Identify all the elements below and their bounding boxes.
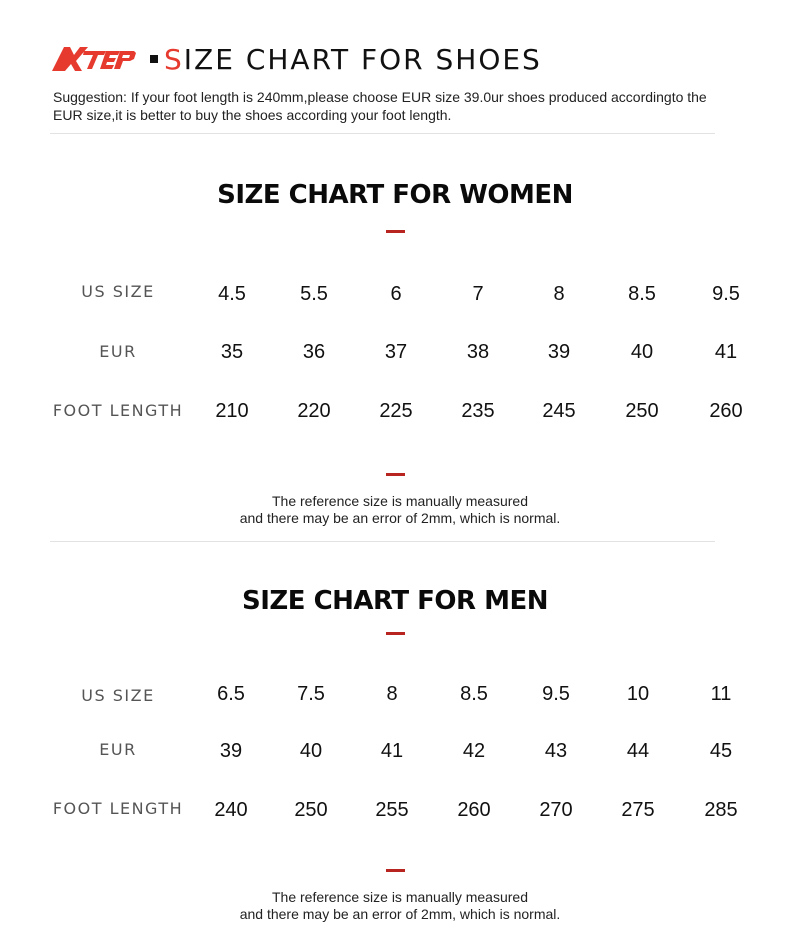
- men-eur-label: EUR: [99, 740, 137, 759]
- men-us-size-label: US SIZE: [81, 686, 155, 705]
- women-foot-cell: 210: [215, 400, 249, 422]
- women-us-cell: 6: [390, 283, 402, 305]
- women-note: [0, 493, 790, 527]
- page-title-rest: IZE CHART FOR SHOES: [183, 42, 542, 76]
- women-note-line2: and there may be an error of 2mm, which is normal.: [239, 510, 561, 526]
- men-eur-cell: 45: [709, 740, 733, 762]
- women-foot-cell: 245: [542, 400, 576, 422]
- women-foot-length-label: FOOT LENGTH: [52, 401, 184, 420]
- women-eur-cell: 40: [630, 341, 654, 363]
- men-note-line1: The reference size is manually measured: [271, 889, 528, 905]
- women-eur-cell: 35: [220, 341, 244, 363]
- page-title-first-letter: S: [164, 42, 184, 76]
- divider-middle: [50, 541, 715, 542]
- men-foot-length-label: FOOT LENGTH: [52, 799, 184, 818]
- men-section-title: SIZE CHART FOR MEN: [242, 586, 548, 616]
- men-title-underline: [386, 632, 405, 635]
- page-header: [50, 40, 542, 78]
- men-us-cell: 11: [710, 683, 732, 705]
- women-us-cell: 7: [472, 283, 484, 305]
- women-foot-cell: 225: [379, 400, 413, 422]
- men-us-cell: 10: [626, 683, 650, 705]
- women-eur-cell: 36: [302, 341, 326, 363]
- men-eur-cell: 43: [544, 740, 568, 762]
- page-title: [164, 43, 542, 76]
- women-section-title: SIZE CHART FOR WOMEN: [217, 180, 573, 210]
- women-eur-cell: 38: [466, 341, 490, 363]
- women-foot-cell: 250: [625, 400, 659, 422]
- women-eur-cell: 39: [547, 341, 571, 363]
- women-us-cell: 8: [553, 283, 565, 305]
- men-foot-cell: 250: [294, 799, 328, 821]
- women-us-size-label: US SIZE: [81, 282, 155, 301]
- women-us-cell: 9.5: [712, 283, 740, 305]
- bullet-dot: [150, 55, 158, 63]
- men-eur-cell: 41: [380, 740, 404, 762]
- women-eur-cell: 41: [714, 341, 738, 363]
- men-note-divider: [386, 869, 405, 872]
- xtep-logo: [50, 41, 140, 77]
- men-foot-cell: 255: [375, 799, 409, 821]
- men-foot-cell: 275: [621, 799, 655, 821]
- women-eur-cell: 37: [384, 341, 408, 363]
- divider-top: [50, 133, 715, 134]
- men-eur-cell: 39: [219, 740, 243, 762]
- women-us-cell: 5.5: [300, 283, 328, 305]
- men-note: [0, 889, 790, 923]
- women-eur-label: EUR: [99, 342, 137, 361]
- men-us-cell: 7.5: [297, 683, 325, 705]
- women-us-cell: 8.5: [628, 283, 656, 305]
- men-eur-cell: 44: [626, 740, 650, 762]
- women-note-line1: The reference size is manually measured: [271, 493, 528, 509]
- women-note-divider: [386, 473, 405, 476]
- women-foot-cell: 235: [461, 400, 495, 422]
- women-foot-cell: 260: [709, 400, 743, 422]
- women-us-cell: 4.5: [218, 283, 246, 305]
- men-eur-cell: 42: [462, 740, 486, 762]
- women-title-underline: [386, 230, 405, 233]
- men-eur-cell: 40: [299, 740, 323, 762]
- men-note-line2: and there may be an error of 2mm, which is normal.: [239, 906, 561, 922]
- men-foot-cell: 270: [539, 799, 573, 821]
- men-foot-cell: 285: [704, 799, 738, 821]
- men-us-cell: 6.5: [217, 683, 245, 705]
- men-foot-cell: 260: [457, 799, 491, 821]
- men-us-cell: 8: [386, 683, 398, 705]
- men-us-cell: 8.5: [460, 683, 488, 705]
- women-foot-cell: 220: [297, 400, 331, 422]
- suggestion-text: Suggestion: If your foot length is 240mm,please choose EUR size 39.0ur shoes produced accordingto the EUR size,it is better to buy the shoes according your foot length.: [53, 89, 707, 123]
- men-us-cell: 9.5: [542, 683, 570, 705]
- men-foot-cell: 240: [214, 799, 248, 821]
